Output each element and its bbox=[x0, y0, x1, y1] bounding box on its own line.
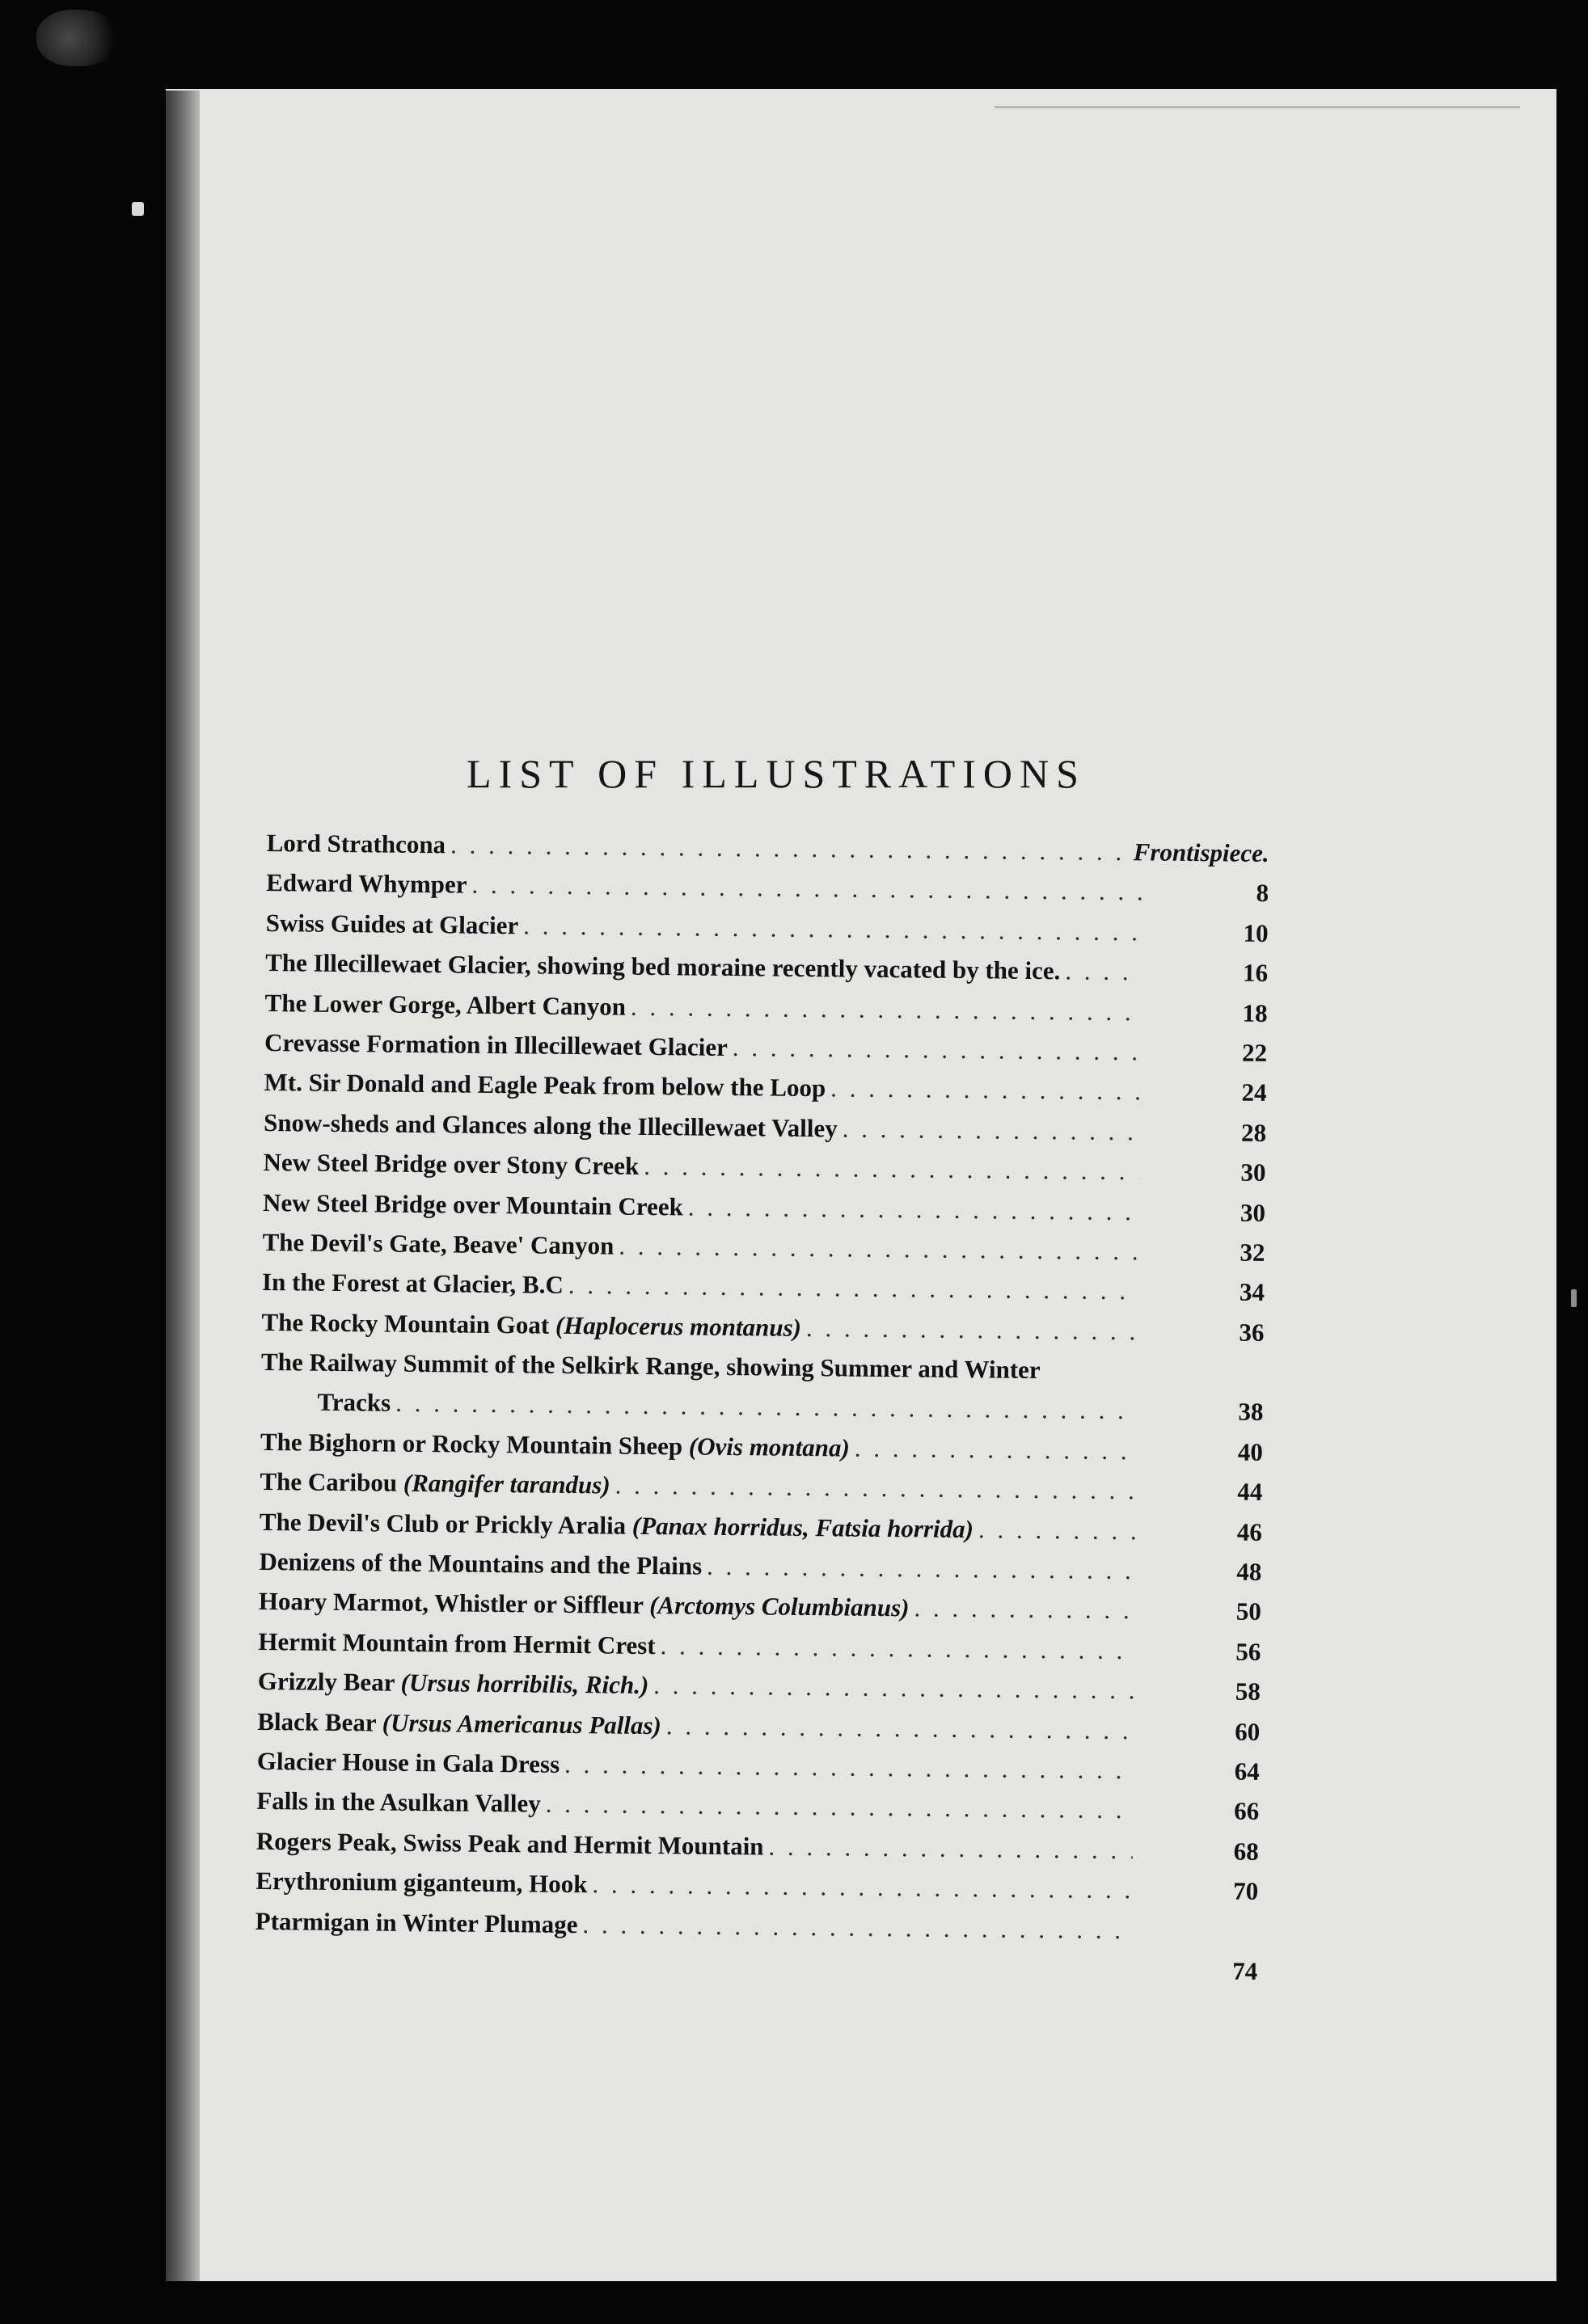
dot-leader bbox=[631, 986, 1142, 1031]
dot-leader bbox=[830, 1069, 1141, 1111]
entry-page: 10 bbox=[1243, 918, 1269, 947]
page-binding-edge bbox=[166, 91, 200, 2281]
entry-title: In the Forest at Glacier, B.C bbox=[261, 1267, 564, 1300]
dot-leader bbox=[644, 1146, 1140, 1192]
entry-page: 16 bbox=[1242, 958, 1269, 988]
entry-title: The Devil's Gate, Beave' Canyon bbox=[262, 1227, 615, 1260]
dot-leader bbox=[1065, 951, 1142, 992]
entry-title: Erythronium giganteum, Hook bbox=[256, 1866, 588, 1899]
entry-page: 46 bbox=[1236, 1517, 1263, 1546]
dot-leader bbox=[978, 1509, 1136, 1550]
dot-leader bbox=[471, 865, 1142, 912]
entry-page: 30 bbox=[1240, 1198, 1266, 1227]
entry-title: Snow-sheds and Glances along the Illecillewaet Valley bbox=[263, 1107, 838, 1143]
dot-leader bbox=[707, 1546, 1136, 1591]
scanner-corner-mark bbox=[36, 10, 117, 66]
entry-page: 28 bbox=[1240, 1118, 1267, 1147]
entry-title: New Steel Bridge over Mountain Creek bbox=[262, 1187, 683, 1221]
entry-latin-name: (Arctomys Columbianus) bbox=[649, 1591, 910, 1622]
dot-leader bbox=[568, 1265, 1139, 1311]
entry-page: 58 bbox=[1235, 1677, 1261, 1706]
dot-leader bbox=[688, 1187, 1140, 1231]
entry-title bbox=[261, 1302, 801, 1348]
entry-title: Falls in the Asulkan Valley bbox=[256, 1786, 541, 1819]
entry-title: Mt. Sir Donald and Eagle Peak from below the Loop bbox=[264, 1068, 826, 1103]
entry-page: 44 bbox=[1237, 1477, 1263, 1507]
entry-title bbox=[259, 1581, 910, 1628]
entry-latin-name: (Rangifer tarandus) bbox=[403, 1469, 610, 1499]
entry-title-text: The Rocky Mountain Goat bbox=[261, 1307, 550, 1339]
entry-title: Glacier House in Gala Dress bbox=[256, 1746, 560, 1778]
entry-title bbox=[258, 1661, 649, 1705]
entry-title-text: The Caribou bbox=[260, 1467, 398, 1497]
entry-page: Frontispiece. bbox=[1133, 837, 1269, 867]
entry-page: 64 bbox=[1234, 1757, 1260, 1786]
entry-page: 38 bbox=[1238, 1398, 1264, 1427]
dot-leader bbox=[450, 825, 1129, 871]
dot-leader bbox=[914, 1588, 1135, 1630]
entry-title: Hermit Mountain from Hermit Crest bbox=[258, 1626, 656, 1660]
entry-page: 60 bbox=[1235, 1717, 1261, 1746]
dot-leader bbox=[615, 1466, 1136, 1511]
entry-page: 22 bbox=[1241, 1038, 1268, 1067]
entry-title bbox=[260, 1461, 610, 1505]
entry-title: Ptarmigan in Winter Plumage bbox=[255, 1906, 578, 1938]
entry-page: 66 bbox=[1234, 1796, 1260, 1826]
dot-leader bbox=[660, 1626, 1134, 1671]
entry-page: 50 bbox=[1235, 1597, 1262, 1626]
entry-title: Swiss Guides at Glacier bbox=[265, 908, 519, 940]
entry-title: Lord Strathcona bbox=[266, 828, 446, 859]
entry-page: 32 bbox=[1240, 1238, 1265, 1267]
entry-page: 68 bbox=[1233, 1837, 1259, 1866]
entry-title-text: Grizzly Bear bbox=[257, 1667, 395, 1697]
entry-title: The Illecillewaet Glacier, showing bed moraine recently vacated by the ice. bbox=[265, 948, 1061, 985]
entry-title bbox=[257, 1702, 661, 1746]
dot-leader bbox=[806, 1308, 1138, 1352]
entry-page: 24 bbox=[1241, 1078, 1267, 1107]
entry-title bbox=[260, 1422, 850, 1468]
entry-page: 8 bbox=[1256, 879, 1269, 908]
margin-mark-right bbox=[1571, 1289, 1577, 1307]
entry-page: 36 bbox=[1239, 1318, 1265, 1347]
entry-page: 40 bbox=[1237, 1437, 1264, 1466]
entry-title: New Steel Bridge over Stony Creek bbox=[263, 1148, 640, 1180]
dot-leader bbox=[523, 905, 1142, 951]
dot-leader bbox=[653, 1665, 1134, 1710]
entry-title-continuation: Tracks bbox=[317, 1388, 391, 1418]
illustrations-list bbox=[255, 823, 1269, 1991]
entry-page: 74 bbox=[1232, 1956, 1258, 1985]
dot-leader bbox=[619, 1225, 1139, 1271]
entry-page: 48 bbox=[1236, 1557, 1262, 1586]
entry-page: 18 bbox=[1242, 998, 1268, 1027]
dot-leader bbox=[564, 1744, 1134, 1790]
entry-latin-name: (Ursus Americanus Pallas) bbox=[382, 1708, 662, 1740]
entry-latin-name: (Panax horridus, Fatsia horrida) bbox=[631, 1511, 974, 1543]
entry-title: Rogers Peak, Swiss Peak and Hermit Mountain bbox=[256, 1826, 764, 1861]
entry-title: The Railway Summit of the Selkirk Range, showing Summer and Winter bbox=[260, 1348, 1041, 1385]
entry-title-text: The Bighorn or Rocky Mountain Sheep bbox=[260, 1427, 683, 1461]
dot-leader bbox=[733, 1027, 1142, 1072]
entry-latin-name: (Haplocerus montanus) bbox=[555, 1310, 802, 1342]
entry-page: 70 bbox=[1233, 1876, 1259, 1906]
entry-title: Denizens of the Mountains and the Plains bbox=[259, 1546, 703, 1580]
margin-mark bbox=[132, 202, 144, 216]
entry-title: Edward Whymper bbox=[266, 868, 467, 899]
entry-latin-name: (Ovis montana) bbox=[688, 1432, 851, 1462]
dot-leader bbox=[592, 1864, 1132, 1909]
entry-latin-name: (Ursus horribilis, Rich.) bbox=[400, 1668, 649, 1700]
entry-page: 30 bbox=[1240, 1158, 1266, 1187]
entry-title-text: Hoary Marmot, Whistler or Siffleur bbox=[258, 1587, 644, 1620]
entry-page: 56 bbox=[1235, 1637, 1261, 1666]
scan-top-border bbox=[0, 0, 1588, 93]
dot-leader bbox=[582, 1904, 1132, 1951]
entry-title-text: Black Bear bbox=[257, 1706, 377, 1737]
dot-leader bbox=[768, 1826, 1133, 1870]
dot-leader bbox=[666, 1706, 1134, 1750]
toc-entry bbox=[260, 1342, 1264, 1432]
entry-title-text: The Devil's Club or Prickly Aralia bbox=[259, 1507, 627, 1540]
page-heading: LIST OF ILLUSTRATIONS bbox=[467, 751, 1086, 796]
dot-leader bbox=[546, 1784, 1134, 1830]
entry-page: 34 bbox=[1239, 1277, 1265, 1307]
entry-title: The Lower Gorge, Albert Canyon bbox=[264, 988, 627, 1021]
page-edge-rule bbox=[995, 106, 1520, 108]
dot-leader bbox=[842, 1108, 1140, 1151]
dot-leader bbox=[855, 1428, 1138, 1471]
entry-title: Crevasse Formation in Illecillewaet Glacier bbox=[264, 1027, 729, 1061]
